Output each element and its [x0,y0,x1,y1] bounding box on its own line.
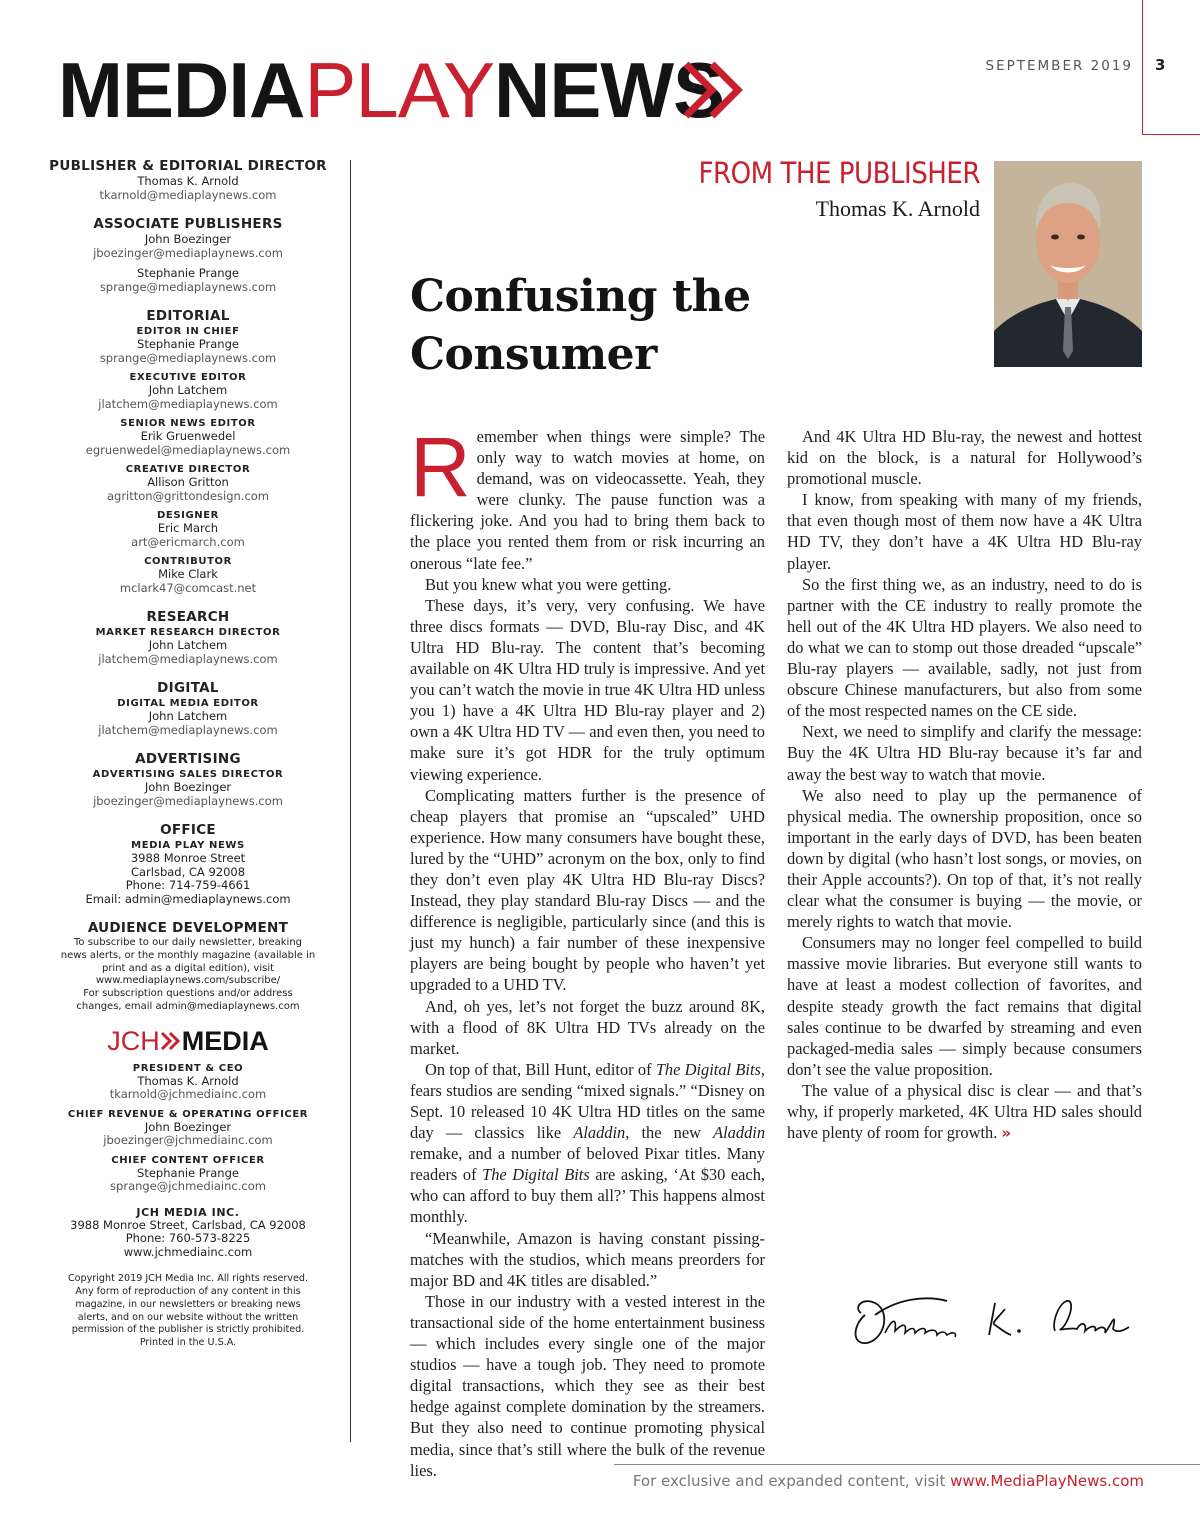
article-paragraph: Complicating matters further is the presence of cheap players that promise an “upscaled” UHD experience. How many consumers have bought these, lured by the “UHD” acronym on the box, only to find they don’t even play 4K Ultra HD Blu-ray Discs? Instead, they play standard Blu-ray Discs — and the difference is negligible, particularly since (and this is just my hunch) a fair number of these inexpensive players are being bought by people who haven’t yet upgraded to a UHD TV. [410,785,765,995]
copyright-line: permission of the publisher is strictly prohibited. [71,1324,305,1336]
staff-email: sprange@mediaplaynews.com [99,350,277,365]
footer-divider [614,1464,1200,1465]
issue-date: SEPTEMBER 2019 [985,58,1133,74]
staff-email: jboezinger@mediaplaynews.com [93,245,283,260]
paragraph-text: , the new [625,1123,714,1143]
staff-role: EXECUTIVE EDITOR [129,372,247,383]
copyright-line: Printed in the U.S.A. [139,1337,237,1349]
staff-role: SENIOR NEWS EDITOR [120,418,256,429]
staff-name: Mike Clark [158,567,218,581]
staff-name: Thomas K. Arnold [137,174,239,188]
article-column-1 [410,420,766,1481]
paragraph-text: emember when things were simple? The only way to watch movies at home, on demand, was on videocassette. Yeah, they were clunky. The pause function was a flickering joke. And you had to bring them back to the place you rented them from or risk incurring an onerous “late fee.” [410,427,765,573]
masthead-section-title: ASSOCIATE PUBLISHERS [93,216,283,232]
staff-email: tkarnold@mediaplaynews.com [99,187,277,202]
end-mark-icon: » [1001,1124,1012,1143]
staff-name: Stephanie Prange [137,1165,239,1180]
staff-name: John Latchem [148,638,228,652]
headline-line: Consumer [410,329,657,380]
staff-role: CHIEF CONTENT OFFICER [111,1154,265,1166]
handwritten-signature [845,1285,1140,1355]
masthead-section-title: RESEARCH [146,609,230,625]
staff-email: agritton@grittondesign.com [106,488,270,503]
staff-name: Stephanie Prange [137,337,239,351]
staff-name: John Boezinger [144,232,232,246]
audience-text: www.mediaplaynews.com/subscribe/ [95,975,281,987]
column-divider [350,160,351,1442]
footer-note [614,1472,1144,1490]
page-number: 3 [1155,56,1166,74]
article-paragraph: Consumers may no longer feel compelled to build massive movie libraries. But everyone still wants to have at least a modest collection of favorites, and despite steady growth the fact remains that digital sales continue to be dwarfed by streaming and even packaged-media sales — simply because consumers don’t see the value proposition. [787,933,1142,1079]
footer-website-link[interactable]: www.MediaPlayNews.com [950,1472,1144,1490]
section-label: FROM THE PUBLISHER [698,156,980,190]
jch-media-logo [28,1026,348,1056]
staff-role: PRESIDENT & CEO [132,1062,244,1074]
staff-role: CHIEF REVENUE & OPERATING OFFICER [67,1108,309,1120]
staff-name: Allison Gritton [147,475,229,489]
office-email: Email: admin@mediaplaynews.com [85,891,291,906]
company-name: JCH MEDIA INC. [136,1205,240,1219]
staff-role: CREATIVE DIRECTOR [125,464,251,475]
paragraph-text: are asking, ‘At $30 each, who can afford to buy them all?’ This happens almost monthly. [410,1165,765,1227]
article-byline: Thomas K. Arnold [815,196,980,221]
double-chevron-right-icon [682,50,754,130]
copyright-line: Any form of reproduction of any content in this [75,1286,301,1298]
audience-text: print and as a digital edition), visit [101,962,275,974]
paragraph-text: remake, and a number of beloved Pixar titles. Many readers of [410,1144,765,1185]
article-paragraph [787,1080,1142,1144]
staff-email: jlatchem@mediaplaynews.com [98,722,278,737]
article-paragraph: Those in our industry with a vested interest in the transactional side of the home entertainment business — which includes every single one of the major studios — have a tough job. They need to promote digital transactions, which they see as their best hedge against complete domination by the streamers. But they also need to continue promoting physical media, since that’s still where the bulk of the revenue lies. [410,1291,765,1480]
double-chevron-right-icon [160,1030,182,1052]
magazine-logo [58,46,725,134]
staff-email: sprange@jchmediainc.com [110,1179,266,1194]
article-paragraph: Next, we need to simplify and clarify the message: Buy the 4K Ultra HD Blu-ray because it’s far and away the best way to watch that movie. [787,722,1142,784]
staff-role: EDITOR IN CHIEF [136,326,240,337]
staff-email: tkarnold@jchmediainc.com [109,1087,267,1102]
office-org: MEDIA PLAY NEWS [131,840,245,851]
header-divider-vertical [1142,0,1143,134]
staff-name: Thomas K. Arnold [137,1073,239,1088]
article-paragraph: So the first thing we, as an industry, need to do is partner with the CE industry to really promote the hell out of the 4K Ultra HD players. We also need to do what we can to stomp out those dreaded “upscale” Blu-ray players — available, sadly, not just from obscure Chinese manufacturers, but also from some of the most respected names on the CE side. [787,574,1142,721]
staff-email: art@ericmarch.com [131,534,245,549]
article-paragraph: And 4K Ultra HD Blu-ray, the newest and hottest kid on the block, is a natural for Hollywood’s promotional muscle. [787,427,1142,489]
copyright-line: Copyright 2019 JCH Media Inc. All rights reserved. [67,1273,309,1285]
staff-name: John Boezinger [144,780,232,794]
footer-text: For exclusive and expanded content, visit [632,1472,951,1490]
logo-play: PLAY [304,46,495,134]
staff-email: jboezinger@mediaplaynews.com [93,793,283,808]
masthead-column [28,158,348,1350]
header-divider-horizontal [1142,134,1200,135]
company-website: www.jchmediainc.com [123,1244,253,1259]
company-address: 3988 Monroe Street, Carlsbad, CA 92008 [70,1217,306,1232]
staff-role: DIGITAL MEDIA EDITOR [117,698,259,709]
paragraph-text: On top of that, Bill Hunt, editor of [425,1059,656,1079]
copyright-notice [28,1273,348,1350]
publication-title: The Digital Bits [655,1059,761,1079]
article-paragraph: “Meanwhile, Amazon is having constant pissing-matches with the studios, which means preorders for major BD and 4K titles are disabled.” [410,1228,765,1290]
jch-logo-part2: MEDIA [181,1025,269,1056]
logo-media: MEDIA [58,46,305,134]
audience-text: changes, email admin@mediaplaynews.com [76,1000,300,1012]
article-paragraph: We also need to play up the permanence of physical media. The ownership proposition, once so important in the early days of DVD, has been beaten down by digital (who hasn’t lost songs, or movies, on their Apple accounts?). On top of that, it’s not really clear what the consumer is buying — the movie, or merely rights to watch that movie. [787,785,1142,932]
article-paragraph: And, oh yes, let’s not forget the buzz around 8K, with a flood of 8K Ultra HD TVs already on the market. [410,996,765,1058]
staff-role: CONTRIBUTOR [144,556,232,567]
drop-cap: R [410,420,471,514]
publisher-portrait [994,161,1142,367]
masthead-section-title: ADVERTISING [135,751,241,767]
copyright-line: magazine, in our newsletters or breaking news [75,1298,301,1310]
article-paragraph: But you knew what you were getting. [425,574,672,594]
film-title: Aladdin [573,1123,626,1143]
masthead-section-title: DIGITAL [157,680,219,696]
publication-title: The Digital Bits [482,1165,590,1185]
article-paragraph [410,420,765,574]
copyright-line: alerts, and on our website without the written [77,1311,299,1323]
article-column-2 [787,426,1142,1144]
film-title: Aladdin [713,1123,766,1143]
article-headline [410,268,810,384]
article-paragraph [410,1059,765,1228]
staff-name: Erik Gruenwedel [140,429,236,443]
staff-role: MARKET RESEARCH DIRECTOR [95,627,281,638]
article-paragraph: I know, from speaking with many of my friends, that even though most of them now have a 4K Ultra HD TV, they don’t have a 4K Ultra HD Blu-ray player. [787,490,1142,573]
staff-name: Eric March [157,521,219,535]
audience-text: For subscription questions and/or address [83,988,293,1000]
audience-text: To subscribe to our daily newsletter, breaking [73,937,303,948]
staff-email: mclark47@comcast.net [119,580,257,595]
audience-text: news alerts, or the monthly magazine (available in [60,949,316,961]
staff-name: John Boezinger [144,1119,232,1134]
logo-news: NEWS [494,46,725,134]
staff-role: ADVERTISING SALES DIRECTOR [92,769,284,780]
staff-role: DESIGNER [157,510,219,521]
staff-email: sprange@mediaplaynews.com [99,279,277,294]
jch-logo-part1: JCH [107,1025,160,1056]
office-street: 3988 Monroe Street [130,851,246,865]
article-paragraph: These days, it’s very, very confusing. We have three discs formats — DVD, Blu-ray Disc, and 4K Ultra HD Blu-ray. The content that’s becoming available on 4K Ultra HD truly is impressive. And yet you can’t watch the movie in true 4K Ultra HD unless you 1) have a 4K Ultra HD Blu-ray player and 2) own a 4K Ultra HD TV — and even then, you need to make sure it’s got HDR for the truly optimum viewing experience. [410,595,765,784]
paragraph-text: , fears studios are sending “mixed signals.” “Disney on Sept. 10 released 10 4K Ultra HD titles on the same day — classics like [410,1059,765,1143]
staff-name: John Latchem [148,709,228,723]
staff-email: egruenwedel@mediaplaynews.com [85,442,291,457]
office-phone: Phone: 714-759-4661 [125,878,251,892]
masthead-section-title: EDITORIAL [146,308,230,324]
company-phone: Phone: 760-573-8225 [125,1231,251,1246]
staff-email: jlatchem@mediaplaynews.com [98,651,278,666]
staff-email: jboezinger@jchmediainc.com [103,1133,273,1148]
masthead-section-title: OFFICE [160,822,216,838]
staff-name: Stephanie Prange [137,266,239,280]
office-city: Carlsbad, CA 92008 [130,864,246,879]
masthead-section-title: PUBLISHER & EDITORIAL DIRECTOR [49,158,327,174]
headline-line: Confusing the [410,271,751,322]
staff-email: jlatchem@mediaplaynews.com [98,396,278,411]
staff-name: John Latchem [148,383,228,397]
paragraph-text: The value of a physical disc is clear — and that’s why, if properly marketed, 4K Ultra HD sales should have plenty of room for growth. [787,1080,1142,1143]
masthead-section-title: AUDIENCE DEVELOPMENT [87,920,289,936]
